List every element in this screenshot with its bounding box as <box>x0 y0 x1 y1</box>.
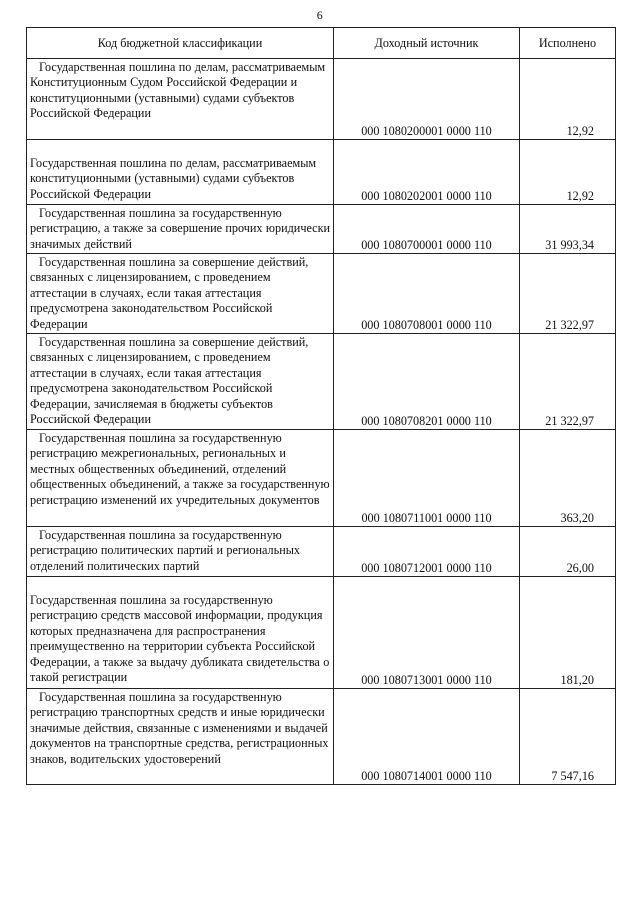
row-source-code: 000 1080714001 0000 110 <box>334 689 520 785</box>
row-description <box>27 140 334 205</box>
row-description: Государственная пошлина за совершение действий, связанных с лицензированием, с проведением аттестации в случаях, если такая аттестация предусмотрена законодательством Российской Федерации, зачисляемая в бюджеты субъектов Российской Федерации <box>27 334 334 430</box>
row-amount: 31 993,34 <box>520 205 616 254</box>
header-source: Доходный источник <box>334 28 520 59</box>
row-description: Государственная пошлина за совершение действий, связанных с лицензированием, с проведением аттестации в случаях, если такая аттестация предусмотрена законодательством Российской Федерации <box>27 254 334 334</box>
row-source-code: 000 1080708001 0000 110 <box>334 254 520 334</box>
row-description: Государственная пошлина за государственную регистрацию межрегиональных, региональных и местных общественных объединений, отделений общественных объединений, а также за государственную регистрацию изменений их учредительных документов <box>27 430 334 527</box>
table-row <box>27 689 616 785</box>
table-row <box>27 430 616 527</box>
table-header-row <box>27 28 616 59</box>
row-source-code: 000 1080711001 0000 110 <box>334 430 520 527</box>
row-amount: 26,00 <box>520 527 616 577</box>
row-amount: 12,92 <box>520 59 616 140</box>
row-amount: 21 322,97 <box>520 334 616 430</box>
row-amount: 21 322,97 <box>520 254 616 334</box>
row-description-text: Государственная пошлина за государственную регистрацию средств массовой информации, продукция которых предназначена для распространения преимущественно на территории субъекта Российской Федерации, а также за выдачу дубликата свидетельства о такой регистрации <box>30 593 330 685</box>
row-description: Государственная пошлина за государственную регистрацию транспортных средств и иные юридически значимые действия, связанные с изменениями и выдачей документов на транспортные средства, регистрационных знаков, водительских удостоверений <box>27 689 334 785</box>
row-description <box>27 577 334 689</box>
row-spacer <box>30 141 331 156</box>
row-source-code: 000 1080712001 0000 110 <box>334 527 520 577</box>
row-amount: 12,92 <box>520 140 616 205</box>
row-source-code: 000 1080200001 0000 110 <box>334 59 520 140</box>
row-description-text: Государственная пошлина по делам, рассматриваемым конституционными (уставными) судами субъектов Российской Федерации <box>30 156 317 201</box>
header-code: Код бюджетной классификации <box>27 28 334 59</box>
row-source-code: 000 1080700001 0000 110 <box>334 205 520 254</box>
row-amount: 363,20 <box>520 430 616 527</box>
budget-classification-table <box>26 27 616 785</box>
table-row <box>27 577 616 689</box>
table-row <box>27 205 616 254</box>
row-description: Государственная пошлина за государственную регистрацию политических партий и региональных отделений политических партий <box>27 527 334 577</box>
table-row <box>27 254 616 334</box>
row-amount: 7 547,16 <box>520 689 616 785</box>
row-source-code: 000 1080713001 0000 110 <box>334 577 520 689</box>
page-number: 6 <box>316 8 324 22</box>
header-executed: Исполнено <box>520 28 616 59</box>
row-description: Государственная пошлина за государственную регистрацию, а также за совершение прочих юридически значимых действий <box>27 205 334 254</box>
row-spacer <box>30 578 331 593</box>
table-row <box>27 59 616 140</box>
table-row <box>27 527 616 577</box>
row-amount: 181,20 <box>520 577 616 689</box>
row-source-code: 000 1080202001 0000 110 <box>334 140 520 205</box>
table-row <box>27 334 616 430</box>
row-description: Государственная пошлина по делам, рассматриваемым Конституционным Судом Российской Федерации и конституционными (уставными) судами субъектов Российской Федерации <box>27 59 334 140</box>
row-source-code: 000 1080708201 0000 110 <box>334 334 520 430</box>
table-row <box>27 140 616 205</box>
